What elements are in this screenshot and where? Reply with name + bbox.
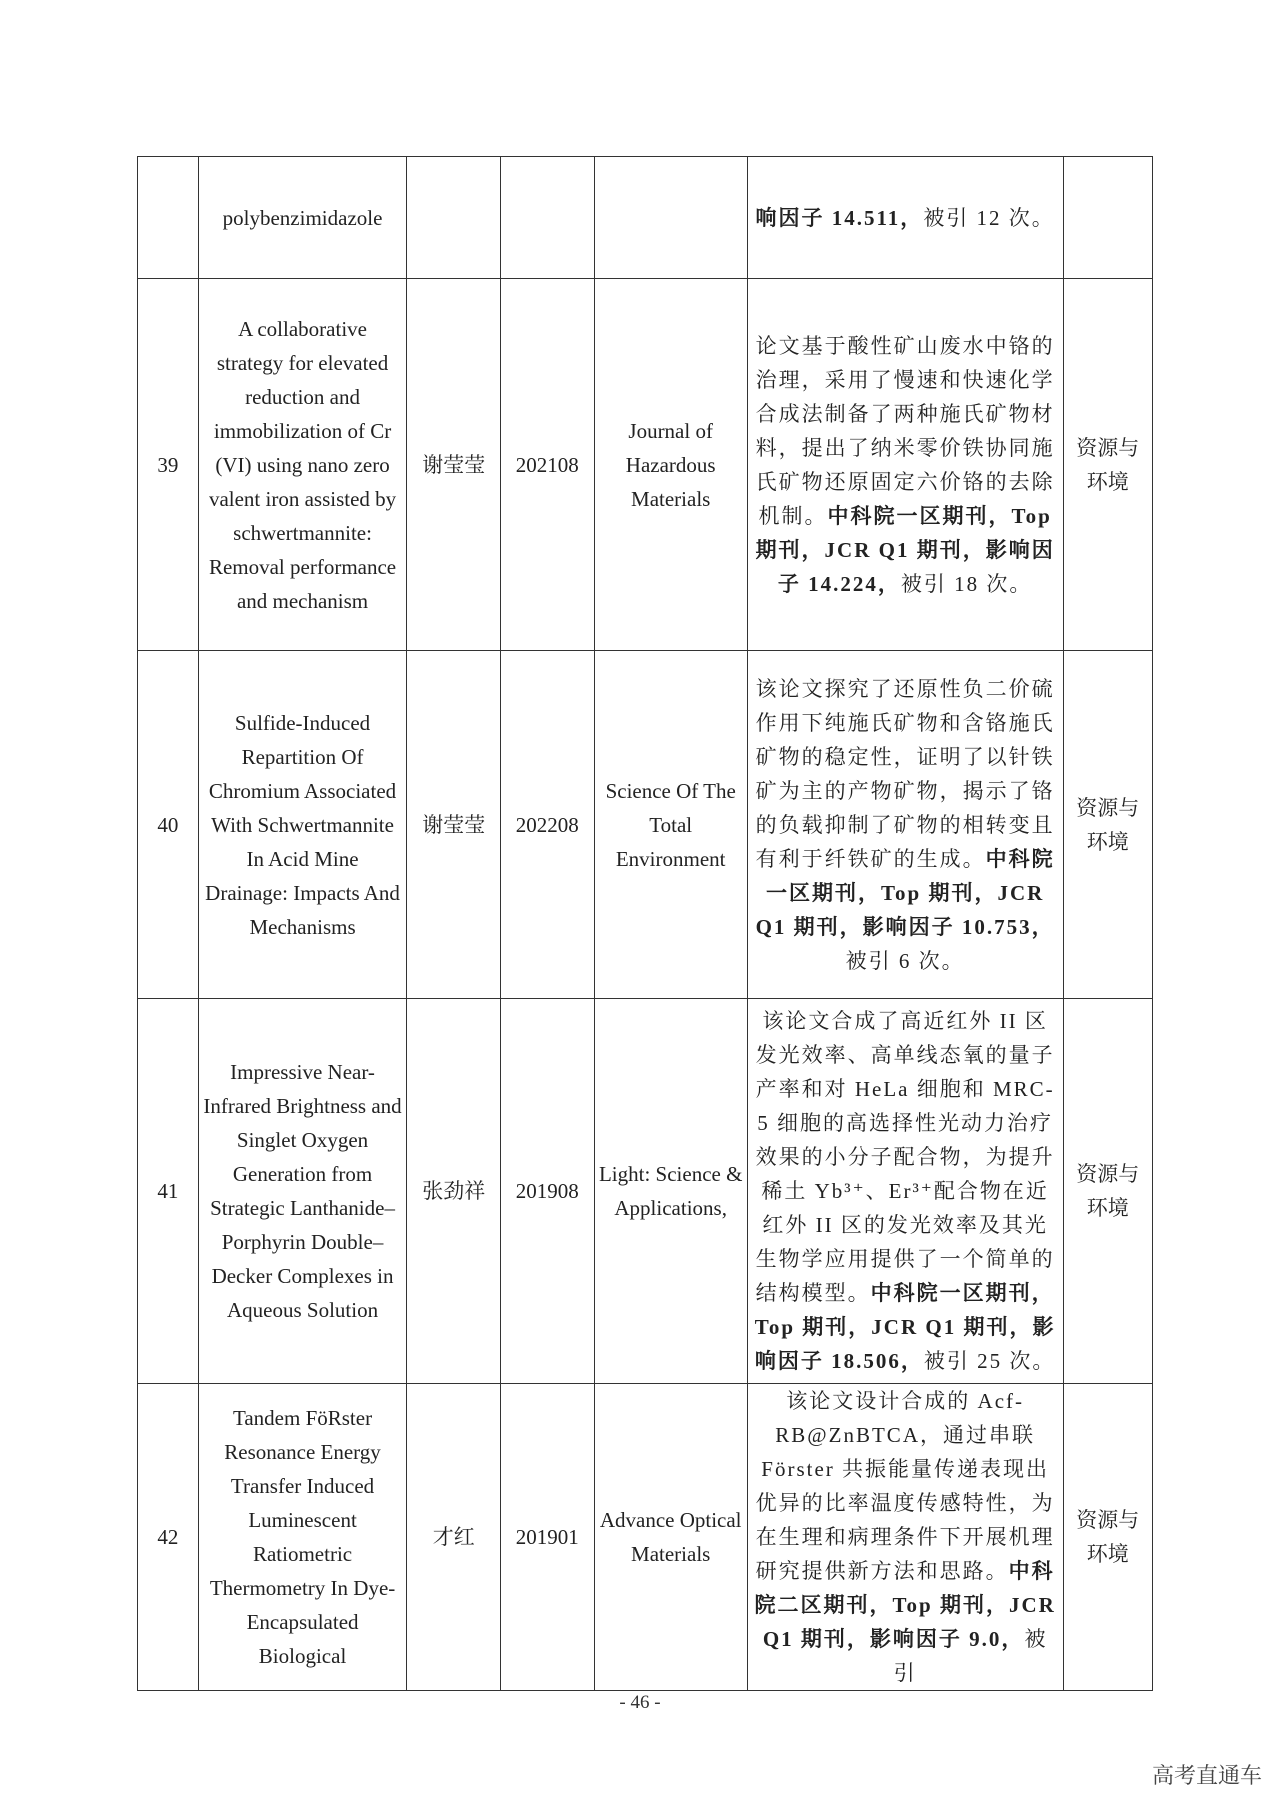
- paper-title: polybenzimidazole: [198, 157, 407, 279]
- field: 资源与环境: [1063, 651, 1153, 999]
- description-text: 论文基于酸性矿山废水中铬的治理，采用了慢速和快速化学合成法制备了两种施氏矿物材料，提出了纳米零价铁协同施氏矿物还原固定六价铬的去除机制。: [755, 333, 1055, 528]
- author: 才红: [407, 1384, 501, 1691]
- paper-title: Tandem FöRster Resonance Energy Transfer Induced Luminescent Ratiometric Thermometry In Dye-Encapsulated Biological: [198, 1384, 407, 1691]
- page-number: - 46 -: [619, 1692, 661, 1713]
- row-number: 39: [138, 279, 199, 651]
- description-text: 该论文合成了高近红外 II 区发光效率、高单线态氧的量子产率和对 HeLa 细胞和 MRC-5 细胞的高选择性光动力治疗效果的小分子配合物，为提升稀土 Yb³⁺、Er³⁺配合物在近红外 II 区的发光效率及其光生物学应用提供了一个简单的结构模型。: [755, 1009, 1055, 1305]
- author: 谢莹莹: [407, 279, 501, 651]
- row-number: [138, 157, 199, 279]
- publish-date: 201901: [501, 1384, 595, 1691]
- description-highlight: 中科院一区期刊，Top 期刊，JCR Q1 期刊，影响因子 18.506，: [754, 1281, 1056, 1373]
- paper-title: Impressive Near-Infrared Brightness and Singlet Oxygen Generation from Strategic Lanthanide–Porphyrin Double–Decker Complexes in Aqueous Solution: [198, 999, 407, 1384]
- table-row: [138, 157, 1153, 279]
- paper-title: A collaborative strategy for elevated reduction and immobilization of Cr (VI) using nano zero valent iron assisted by schwertmannite: Removal performance and mechanism: [198, 279, 407, 651]
- description: [747, 157, 1063, 279]
- description: [747, 651, 1063, 999]
- journal: Science Of The Total Environment: [594, 651, 747, 999]
- journal: [594, 157, 747, 279]
- field: [1063, 157, 1153, 279]
- journal: Light: Science & Applications,: [594, 999, 747, 1384]
- field: 资源与环境: [1063, 279, 1153, 651]
- author: 谢莹莹: [407, 651, 501, 999]
- citation-count: 被引 18 次。: [900, 571, 1033, 596]
- description-highlight: 中科院二区期刊，Top 期刊，JCR Q1 期刊，影响因子 9.0，: [754, 1559, 1056, 1651]
- paper-title: Sulfide-Induced Repartition Of Chromium Associated With Schwertmannite In Acid Mine Drainage: Impacts And Mechanisms: [198, 651, 407, 999]
- citation-count: 被引 12 次。: [923, 205, 1055, 230]
- table-row: [138, 279, 1153, 651]
- description-highlight: 中科院一区期刊，Top 期刊，JCR Q1 期刊，影响因子 10.753，: [755, 846, 1055, 939]
- table-row: [138, 651, 1153, 999]
- description-highlight: 响因子 14.511，: [755, 205, 924, 230]
- publish-date: 202108: [501, 279, 595, 651]
- description: [747, 999, 1063, 1384]
- author: 张劲祥: [407, 999, 501, 1384]
- table-row: [138, 1384, 1153, 1691]
- description-text: 该论文探究了还原性负二价硫作用下纯施氏矿物和含铬施氏矿物的稳定性，证明了以针铁矿为主的产物矿物，揭示了铬的负载抑制了矿物的相转变且有利于纤铁矿的生成。: [755, 676, 1055, 871]
- field: 资源与环境: [1063, 1384, 1153, 1691]
- description: [747, 279, 1063, 651]
- description-highlight: 中科院一区期刊，Top 期刊，JCR Q1 期刊，影响因子 14.224，: [755, 503, 1055, 596]
- publish-date: [501, 157, 595, 279]
- paper-table: [137, 156, 1153, 1691]
- citation-count: 被引 25 次。: [923, 1349, 1056, 1373]
- row-number: 40: [138, 651, 199, 999]
- citation-count: 被引: [893, 1627, 1048, 1685]
- author: [407, 157, 501, 279]
- description: [747, 1384, 1063, 1691]
- description-text: 该论文设计合成的 Acf-RB@ZnBTCA，通过串联 Förster 共振能量传递表现出优异的比率温度传感特性，为在生理和病理条件下开展机理研究提供新方法和思路。: [755, 1389, 1055, 1583]
- journal: Journal of Hazardous Materials: [594, 279, 747, 651]
- row-number: 42: [138, 1384, 199, 1691]
- field: 资源与环境: [1063, 999, 1153, 1384]
- citation-count: 被引 6 次。: [845, 948, 965, 973]
- journal: Advance Optical Materials: [594, 1384, 747, 1691]
- watermark: 高考直通车: [1151, 1764, 1262, 1789]
- publish-date: 202208: [501, 651, 595, 999]
- row-number: 41: [138, 999, 199, 1384]
- table-row: [138, 999, 1153, 1384]
- publish-date: 201908: [501, 999, 595, 1384]
